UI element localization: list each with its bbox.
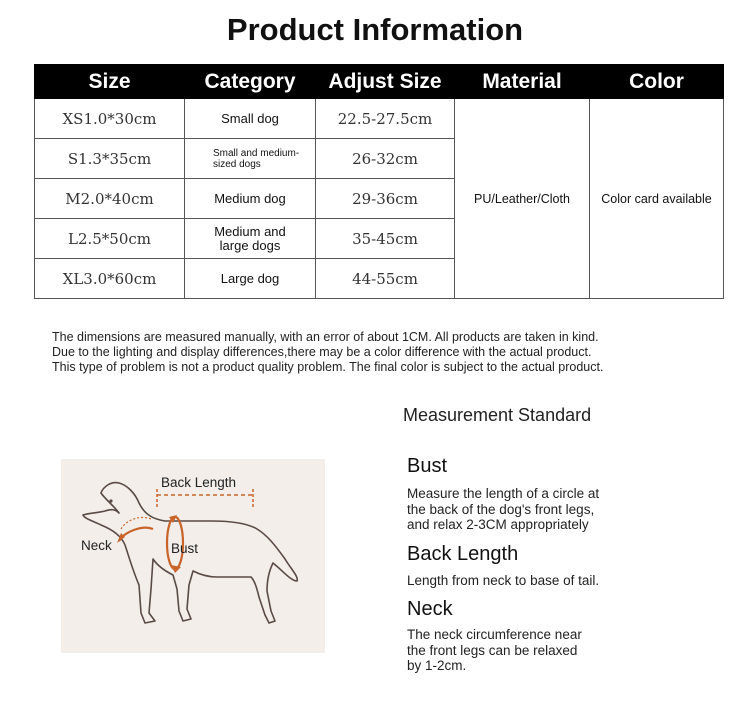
product-info-table: [34, 64, 724, 299]
neck-label: Neck: [81, 538, 112, 553]
back-length-term: Back Length: [407, 543, 519, 565]
note-line: The dimensions are measured manually, with an error of about 1CM. All products are taken in kind.: [52, 330, 599, 344]
header-category: Category: [185, 65, 316, 99]
category-cell: Small dog: [185, 99, 316, 139]
dog-measurement-diagram: [61, 459, 325, 653]
bust-term: Bust: [407, 455, 448, 477]
disclaimer-note: [52, 330, 732, 375]
header-material: Material: [455, 65, 590, 99]
bust-label: Bust: [171, 541, 199, 556]
desc-line: by 1-2cm.: [407, 658, 467, 673]
page-title: Product Information: [226, 12, 524, 47]
category-cell: Large dog: [185, 259, 316, 299]
size-cell: M2.0*40cm: [35, 179, 185, 219]
material-cell: PU/Leather/Cloth: [455, 99, 590, 299]
category-cell: Medium dog: [185, 179, 316, 219]
desc-line: The neck circumference near: [407, 627, 582, 642]
measurement-standard-title: Measurement Standard: [403, 405, 592, 425]
adjust-size-cell: 22.5-27.5cm: [316, 99, 455, 139]
size-cell: L2.5*50cm: [35, 219, 185, 259]
desc-line: the back of the dog's front legs,: [407, 501, 595, 517]
header-adjust-size: Adjust Size: [316, 65, 455, 99]
desc-line: Measure the length of a circle at: [407, 486, 600, 501]
color-cell: Color card available: [590, 99, 724, 299]
desc-line: the front legs can be relaxed: [407, 642, 578, 658]
adjust-size-cell: 29-36cm: [316, 179, 455, 219]
adjust-size-cell: 44-55cm: [316, 259, 455, 299]
bust-description: [407, 486, 599, 533]
table-header-row: [35, 65, 724, 99]
neck-description: [407, 627, 582, 674]
adjust-size-cell: 35-45cm: [316, 219, 455, 259]
header-color: Color: [590, 65, 724, 99]
back-length-label: Back Length: [161, 475, 237, 490]
size-cell: XS1.0*30cm: [35, 99, 185, 139]
note-line: Due to the lighting and display differences,there may be a color difference with the actual product.: [52, 345, 592, 359]
header-size: Size: [35, 65, 185, 99]
desc-line: and relax 2-3CM appropriately: [407, 517, 589, 532]
adjust-size-cell: 26-32cm: [316, 139, 455, 179]
desc-line: Length from neck to base of tail.: [407, 573, 600, 588]
table-row: [35, 99, 724, 139]
note-line: This type of problem is not a product quality problem. The final color is subject to the actual product.: [52, 360, 604, 374]
neck-term: Neck: [407, 598, 453, 620]
category-cell: Small and medium-sized dogs: [185, 139, 316, 179]
size-cell: XL3.0*60cm: [35, 259, 185, 299]
category-cell: Medium and large dogs: [185, 219, 316, 259]
back-length-description: [407, 573, 599, 589]
size-cell: S1.3*35cm: [35, 139, 185, 179]
